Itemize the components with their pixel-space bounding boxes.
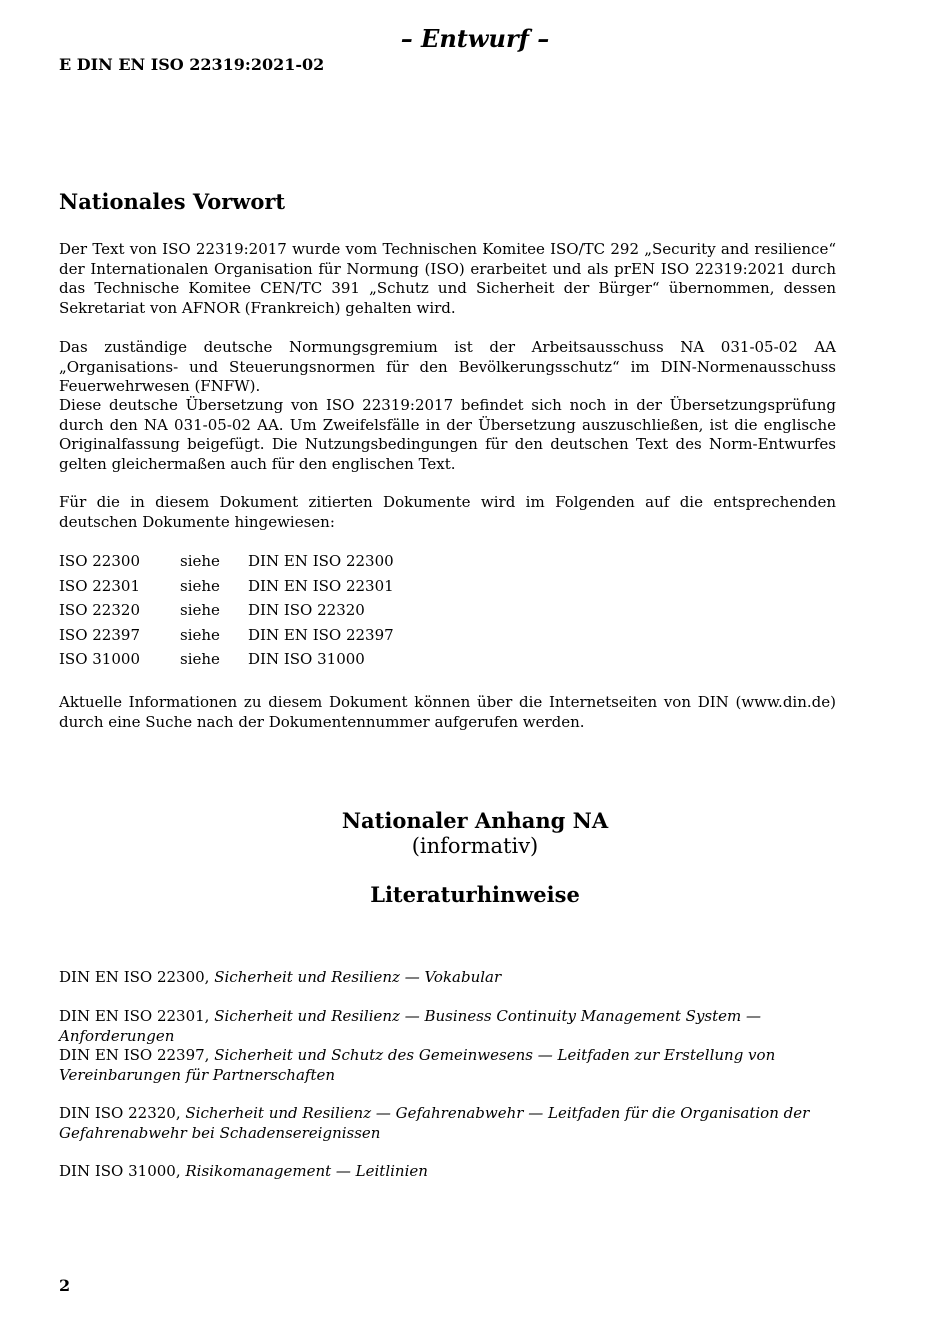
entry-number: DIN ISO 31000,: [59, 1162, 181, 1180]
relation-label: siehe: [180, 601, 220, 619]
foreword-title: Nationales Vorwort: [59, 189, 286, 214]
din-reference: DIN EN ISO 22397: [248, 625, 394, 644]
foreword-closing-paragraph: Aktuelle Informationen zu diesem Dokument können über die Internetseiten von DIN (www.din.de) durch eine Suche nach der Dokumentennummer aufgerufen werden.: [59, 693, 836, 731]
relation-label: siehe: [180, 650, 220, 668]
foreword-paragraph: Für die in diesem Dokument zitierten Dokumente wird im Folgenden auf die entsprechenden deutschen Dokumente hingewiesen:: [59, 493, 836, 531]
bibliography-entry: [59, 1162, 836, 1182]
draft-watermark-title: – Entwurf –: [400, 24, 550, 53]
reference-row: [59, 600, 394, 625]
entry-title: Sicherheit und Resilienz — Business Continuity Management System — Anforderungen: [59, 1007, 762, 1045]
document-id: E DIN EN ISO 22319:2021-02: [59, 55, 325, 74]
reference-row: [59, 576, 394, 601]
iso-reference: ISO 22300: [59, 552, 140, 570]
reference-row: [59, 625, 394, 650]
relation-label: siehe: [180, 576, 220, 595]
bibliography-entry: [59, 968, 836, 988]
bibliography-entry: [59, 1104, 836, 1143]
foreword-paragraph: Diese deutsche Übersetzung von ISO 22319:2017 befindet sich noch in der Übersetzungsprüfung durch den NA 031-05-02 AA. Um Zweifelsfälle in der Übersetzung auszuschließen, ist die englische Originalfassung beigefügt. Die Nutzungsbedingungen für den deutschen Text des Norm-Entwurfes gelten gleichermaßen auch für den englischen Text.: [59, 396, 836, 473]
reference-table: [59, 551, 394, 674]
annex-title: Nationaler Anhang NA: [341, 808, 609, 833]
iso-reference: ISO 22320: [59, 601, 140, 619]
entry-number: DIN EN ISO 22301,: [59, 1007, 210, 1025]
bibliography-entry: [59, 1007, 836, 1046]
entry-number: DIN EN ISO 22300,: [59, 968, 210, 986]
bibliography-entry: [59, 1046, 836, 1085]
din-reference: DIN EN ISO 22301: [248, 576, 394, 595]
iso-reference: ISO 22397: [59, 625, 140, 644]
entry-title: Sicherheit und Resilienz — Vokabular: [214, 968, 502, 986]
foreword-paragraph: Der Text von ISO 22319:2017 wurde vom Technischen Komitee ISO/TC 292 „Security and resilience“ der Internationalen Organisation für Normung (ISO) erarbeitet und als prEN ISO 22319:2021 durch das Technische Komitee CEN/TC 391 „Schutz und Sicherheit der Bürger“ übernommen, dessen Sekretariat von AFNOR (Frankreich) gehalten wird.: [59, 240, 836, 317]
entry-title: Risikomanagement — Leitlinien: [185, 1162, 428, 1180]
annex-subtitle: (informativ): [411, 834, 539, 858]
din-reference: DIN ISO 22320: [248, 601, 365, 619]
din-reference: DIN EN ISO 22300: [248, 552, 394, 570]
page-number: 2: [59, 1276, 71, 1295]
bibliography-title: Literaturhinweise: [370, 882, 580, 907]
entry-title: Sicherheit und Schutz des Gemeinwesens — Leitfaden zur Erstellung von Vereinbarungen für Partnerschaften: [59, 1046, 776, 1084]
foreword-paragraph: Das zuständige deutsche Normungsgremium ist der Arbeitsausschuss NA 031-05-02 AA „Organisations- und Steuerungsnormen für den Bevölkerungsschutz“ im DIN-Normenausschuss Feuerwehrwesen (FNFW).: [59, 338, 836, 395]
reference-row: [59, 551, 394, 576]
iso-reference: ISO 22301: [59, 576, 140, 595]
reference-row: [59, 649, 394, 674]
din-reference: DIN ISO 31000: [248, 650, 365, 668]
entry-title: Sicherheit und Resilienz — Gefahrenabwehr — Leitfaden für die Organisation der Gefahrenabwehr bei Schadensereignissen: [59, 1104, 810, 1142]
iso-reference: ISO 31000: [59, 650, 140, 668]
relation-label: siehe: [180, 552, 220, 570]
entry-number: DIN EN ISO 22397,: [59, 1046, 210, 1064]
relation-label: siehe: [180, 625, 220, 644]
entry-number: DIN ISO 22320,: [59, 1104, 181, 1122]
